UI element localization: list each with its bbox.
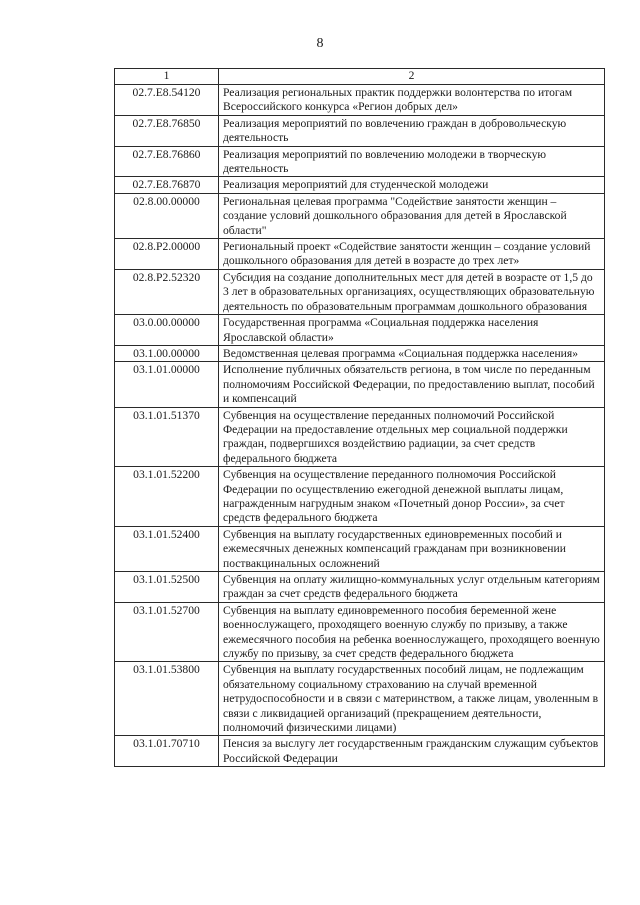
row-description: Региональная целевая программа "Содействие занятости женщин – создание условий дошкольного образования для детей в Ярославской области" xyxy=(219,193,605,238)
row-description: Государственная программа «Социальная поддержка населения Ярославской области» xyxy=(219,315,605,346)
row-code: 02.7.E8.76850 xyxy=(115,115,219,146)
table-row xyxy=(115,736,605,767)
row-description: Субвенция на оплату жилищно-коммунальных услуг отдельным категориям граждан за счет средств федерального бюджета xyxy=(219,572,605,603)
table-row xyxy=(115,146,605,177)
row-description: Субвенция на выплату государственных единовременных пособий и ежемесячных денежных компенсаций гражданам при возникновении поствакцинальных осложнений xyxy=(219,526,605,571)
table-row xyxy=(115,362,605,407)
table-row xyxy=(115,177,605,193)
table-row xyxy=(115,115,605,146)
row-description: Ведомственная целевая программа «Социальная поддержка населения» xyxy=(219,345,605,361)
row-description: Субсидия на создание дополнительных мест для детей в возрасте от 1,5 до 3 лет в образовательных организациях, осуществляющих образовательную деятельность по образовательным программам дошкольного образования xyxy=(219,269,605,314)
row-code: 03.1.01.52700 xyxy=(115,602,219,662)
row-code: 02.7.E8.76860 xyxy=(115,146,219,177)
row-description: Региональный проект «Содействие занятости женщин – создание условий дошкольного образования для детей в возрасте до трех лет» xyxy=(219,239,605,270)
row-code: 02.8.00.00000 xyxy=(115,193,219,238)
row-code: 02.7.E8.54120 xyxy=(115,85,219,116)
row-description: Пенсия за выслугу лет государственным гражданским служащим субъектов Российской Федерации xyxy=(219,736,605,767)
row-code: 02.8.P2.52320 xyxy=(115,269,219,314)
row-code: 03.1.01.51370 xyxy=(115,407,219,467)
table-row xyxy=(115,602,605,662)
row-code: 03.1.01.00000 xyxy=(115,362,219,407)
row-code: 02.8.P2.00000 xyxy=(115,239,219,270)
table-row xyxy=(115,345,605,361)
row-code: 03.1.00.00000 xyxy=(115,345,219,361)
table-header-row xyxy=(115,69,605,85)
table-row xyxy=(115,407,605,467)
row-code: 03.0.00.00000 xyxy=(115,315,219,346)
column-header-description: 2 xyxy=(219,69,605,85)
row-description: Исполнение публичных обязательств региона, в том числе по переданным полномочиям Российской Федерации, по предоставлению выплат, пособий и компенсаций xyxy=(219,362,605,407)
budget-classification-table xyxy=(114,68,605,767)
column-header-code: 1 xyxy=(115,69,219,85)
table-row xyxy=(115,193,605,238)
row-code: 03.1.01.52500 xyxy=(115,572,219,603)
row-code: 03.1.01.70710 xyxy=(115,736,219,767)
row-description: Субвенция на выплату государственных пособий лицам, не подлежащим обязательному социальному страхованию на случай временной нетрудоспособности и в связи с материнством, а также лицам, уволенным в связи с ликвидацией организаций (прекращением деятельности, полномочий физическими лицами) xyxy=(219,662,605,736)
page-number: 8 xyxy=(316,36,324,51)
row-description: Субвенция на выплату единовременного пособия беременной жене военнослужащего, проходящего военную службу по призыву, а также ежемесячного пособия на ребенка военнослужащего, проходящего военную службу по призыву, за счет средств федерального бюджета xyxy=(219,602,605,662)
row-code: 02.7.E8.76870 xyxy=(115,177,219,193)
table-row xyxy=(115,315,605,346)
table-row xyxy=(115,85,605,116)
row-description: Реализация мероприятий по вовлечению граждан в добровольческую деятельность xyxy=(219,115,605,146)
row-description: Субвенция на осуществление переданного полномочия Российской Федерации по осуществлению ежегодной денежной выплаты лицам, награжденным нагрудным знаком «Почетный донор России», за счет средств федерального бюджета xyxy=(219,467,605,527)
row-description: Реализация региональных практик поддержки волонтерства по итогам Всероссийского конкурса «Регион добрых дел» xyxy=(219,85,605,116)
row-description: Субвенция на осуществление переданных полномочий Российской Федерации на предоставление отдельных мер социальной поддержки граждан, подвергшихся воздействию радиации, за счет средств федерального бюджета xyxy=(219,407,605,467)
row-code: 03.1.01.53800 xyxy=(115,662,219,736)
row-code: 03.1.01.52400 xyxy=(115,526,219,571)
table-row xyxy=(115,526,605,571)
row-description: Реализация мероприятий для студенческой молодежи xyxy=(219,177,605,193)
table-row xyxy=(115,269,605,314)
table-row xyxy=(115,467,605,527)
table-row xyxy=(115,572,605,603)
row-description: Реализация мероприятий по вовлечению молодежи в творческую деятельность xyxy=(219,146,605,177)
table-row xyxy=(115,662,605,736)
row-code: 03.1.01.52200 xyxy=(115,467,219,527)
table-row xyxy=(115,239,605,270)
